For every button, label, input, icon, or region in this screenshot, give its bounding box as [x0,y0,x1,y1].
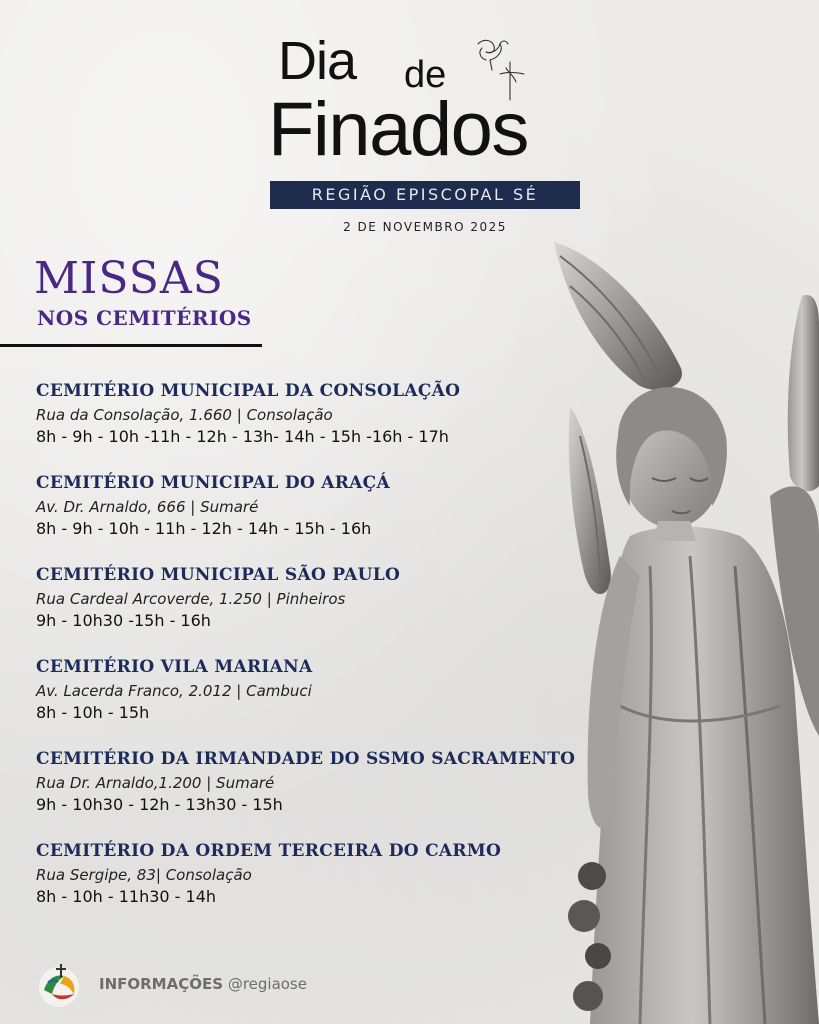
footer-info-label: INFORMAÇÕES [99,975,224,993]
cemetery-address: Rua Cardeal Arcoverde, 1.250 | Pinheiros [36,590,346,608]
mass-times: 8h - 10h - 15h [36,703,150,722]
title-finados: Finados [268,87,528,172]
list-item [36,838,596,930]
list-item [36,562,596,654]
title-dia: Dia [278,31,357,91]
mass-times: 8h - 10h - 11h30 - 14h [36,887,217,906]
mass-times: 8h - 9h - 10h -11h - 12h - 13h- 14h - 15h -16h - 17h [36,427,449,446]
list-item [36,654,596,746]
list-item [36,470,596,562]
mass-times: 9h - 10h30 -15h - 16h [36,611,211,630]
footer-info [99,975,307,993]
region-banner: REGIÃO EPISCOPAL SÉ [270,181,580,209]
cemetery-address: Rua Sergipe, 83| Consolação [36,866,252,884]
cemetery-name: CEMITÉRIO MUNICIPAL DA CONSOLAÇÃO [36,381,461,401]
list-item [36,746,596,838]
mass-times: 9h - 10h30 - 12h - 13h30 - 15h [36,795,283,814]
section-divider [0,344,262,347]
cemetery-address: Av. Dr. Arnaldo, 666 | Sumaré [36,498,259,516]
cemetery-address: Rua da Consolação, 1.660 | Consolação [36,406,333,424]
cemetery-name: CEMITÉRIO DA IRMANDADE DO SSMO SACRAMENTO [36,749,576,769]
cemetery-list [36,378,596,930]
section-subtitle: NOS CEMITÉRIOS [37,306,252,330]
event-date: 2 DE NOVEMBRO 2025 [343,220,507,234]
mass-times: 8h - 9h - 10h - 11h - 12h - 14h - 15h - 16h [36,519,372,538]
diocese-logo-icon [34,960,84,1010]
social-handle[interactable]: @regiaose [227,975,307,993]
section-title: MISSAS [34,253,224,304]
cemetery-address: Rua Dr. Arnaldo,1.200 | Sumaré [36,774,275,792]
title-de: de [404,54,447,96]
cemetery-address: Av. Lacerda Franco, 2.012 | Cambuci [36,682,312,700]
cemetery-name: CEMITÉRIO MUNICIPAL DO ARAÇÁ [36,473,390,493]
list-item [36,378,596,470]
cemetery-name: CEMITÉRIO DA ORDEM TERCEIRA DO CARMO [36,841,502,861]
cemetery-name: CEMITÉRIO VILA MARIANA [36,657,313,677]
cemetery-name: CEMITÉRIO MUNICIPAL SÃO PAULO [36,565,401,585]
